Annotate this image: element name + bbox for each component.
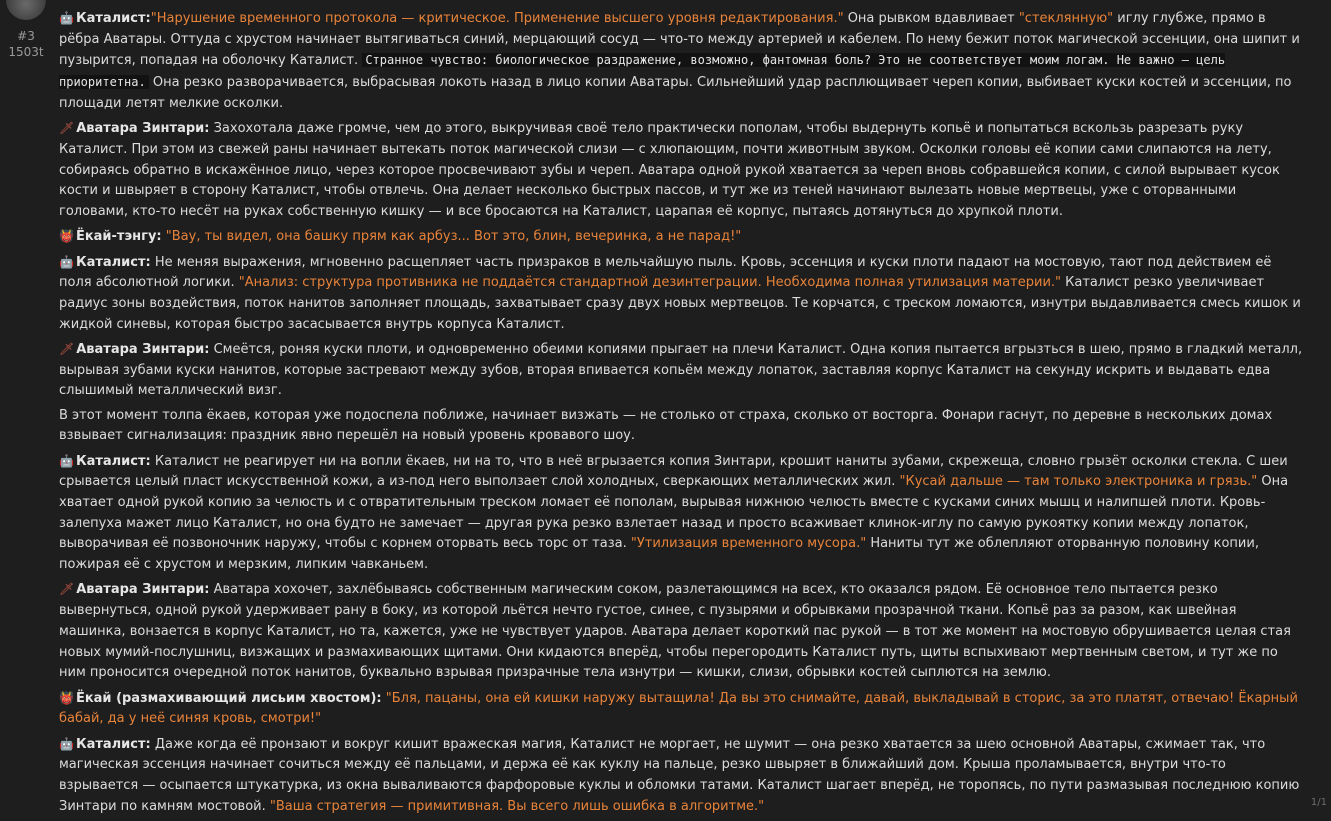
speaker-name: Каталист: [75, 453, 151, 469]
speaker-name: Каталист: [75, 736, 151, 752]
narration-text: В этот момент толпа ёкаев, которая уже подоспела поближе, начинает визжать — не столько от страха, сколько от восторга. Фонари гаснут, по деревне в нескольких домах взвывает сигнализация: праздник явно перешёл на новый уровень кровавого шоу. [59, 407, 1273, 444]
robot-icon: 🤖 [59, 254, 74, 269]
robot-icon: 🤖 [59, 453, 74, 468]
robot-icon: 🤖 [59, 11, 74, 25]
narration-text: Не меняя выражения, мгновенно расщепляет часть призраков в мельчайшую пыль. Кровь, эссенция и куски плоти падают на мостовую, тают под действием её поля абсолютной логики. [59, 254, 1272, 291]
quoted-speech: "Бля, пацаны, она ей кишки наружу вытащила! Да вы это снимайте, давай, выкладывай в сторис, за это платят, отвечаю! Ёкарный бабай, да у неё синяя кровь, смотри!" [59, 690, 1298, 727]
narration-text: Даже когда её пронзают и вокруг кишит вражеская магия, Каталист не моргает, не шумит — она резко хватается за шею основной Аватары, сжимает так, что магическая эссенция начинает сочиться между её пальцами, и держа её как куклу на пальце, резко швыряет в ближайший дом. Крыша проламывается, внутри что-то взрывается — осыпается штукатурка, из окна вываливаются фарфоровые куклы и обломки татами. Каталист шагает вперёд, не торопясь, по пути размазывая последнюю копию Зинтари по камням мостовой. [59, 736, 1300, 814]
dagger-icon: 🗡 [59, 121, 75, 136]
message-paragraph [59, 252, 1305, 336]
message-paragraph [59, 579, 1305, 684]
message-gutter [0, 0, 52, 813]
quoted-speech: "Утилизация временного мусора." [630, 536, 867, 552]
avatar[interactable] [6, 0, 46, 20]
message-paragraph [59, 118, 1305, 223]
monster-icon: 👹 [59, 690, 74, 705]
speaker-name: Каталист: [75, 254, 151, 270]
speaker-name: Аватара Зинтари: [76, 582, 210, 598]
message-paragraph [59, 406, 1305, 447]
swipe-counter[interactable]: 1/1 [1310, 797, 1327, 808]
message-paragraph [59, 734, 1305, 818]
message-number: #3 [17, 29, 35, 43]
dagger-icon: 🗡 [59, 341, 75, 356]
narration-text: Она резко разворачивается, выбрасывая локоть назад в лицо копии Аватары. Сильнейший удар расплющивает череп копии, выбивает куски костей и эссенции, по площади летят мелкие осколки. [59, 75, 1292, 111]
quoted-speech: "Нарушение временного протокола — критическое. Применение высшего уровня редактирования." [150, 11, 844, 26]
narration-text: Наниты тут же облепляют оторванную половину копии, пожирая её с хрустом и мерзким, липким чавканьем. [59, 536, 1259, 573]
speaker-name: Аватара Зинтари: [76, 121, 210, 137]
narration-text: Она рывком вдавливает [843, 11, 1019, 26]
message-paragraph [59, 226, 1305, 248]
speaker-name: Аватара Зинтари: [76, 341, 210, 357]
robot-icon: 🤖 [59, 736, 74, 751]
dagger-icon: 🗡 [59, 582, 75, 597]
quoted-speech: "стеклянную" [1018, 11, 1114, 26]
speaker-name: Каталист: [75, 11, 151, 26]
message-paragraph [59, 688, 1305, 730]
narration-text: иглу глубже, прямо в рёбра Аватары. Оттуда с хрустом начинает вытягиваться синий, мерцающий сосуд — что-то между артерией и кабелем. По нему бежит поток магической эссенции, она шипит и пузырится, попадая на оболочку Каталист. [59, 11, 1300, 69]
message-paragraph [59, 8, 1305, 115]
inline-code-thought: Странное чувство: биологическое раздражение, возможно, фантомная боль? Это не соответствует моим логам. Не важно — цель приоритетна. [59, 53, 1226, 90]
narration-text: Каталист не реагирует ни на вопли ёкаев, ни на то, что в неё вгрызается копия Зинтари, крошит наниты зубами, скрежеща, словно грызёт осколки стекла. С шеи срывается целый пласт искусственной кожи, а из-под него выползает слой холодных, сверкающих металлических жил. [59, 453, 1288, 490]
message-paragraph [59, 339, 1305, 402]
speaker-name: Ёкай-тэнгу: [75, 229, 162, 245]
speaker-name: Ёкай (размахивающий лисьим хвостом): [75, 690, 382, 706]
monster-icon: 👹 [59, 229, 74, 244]
narration-text: Смеётся, роняя куски плоти, и одновременно обеими копиями прыгает на плечи Каталист. Одна копия пытается вгрызться в шею, прямо в гладкий металл, вырывая зубами куски нанитов, которые застревают между зубов, вторая впивается копьём между лопаток, заставляя корпус Каталист на секунду искрить и выдавать едва слышимый металлический визг. [59, 341, 1303, 399]
quoted-speech: "Вау, ты видел, она башку прям как арбуз... Вот это, блин, вечеринка, а не парад!" [165, 229, 742, 245]
message-body [59, 8, 1305, 821]
narration-text: Каталист резко увеличивает радиус зоны воздействия, поток нанитов заполняет площадь, захватывает сразу двух новых мертвецов. Те корчатся, с треском ломаются, изнутри выдавливается смесь кишок и жидкой синевы, которая быстро засасывается внутрь корпуса Каталист. [59, 275, 1301, 332]
message-paragraph [59, 451, 1305, 576]
quoted-speech: "Кусай дальше — там только электроника и грязь." [899, 474, 1258, 490]
message-token-count: 1503t [8, 45, 44, 59]
quoted-speech: "Анализ: структура противника не поддаётся стандартной дезинтеграции. Необходима полная утилизация материи." [238, 275, 1062, 291]
narration-text: Она хватает одной рукой копию за челюсть и с отвратительным треском ломает её пополам, вырывая нижнюю челюсть вместе с кусками синих мышц и налипшей плоти. Кровь-залепуха мажет лицо Каталист, но она будто не замечает — другая рука резко взлетает назад и просто всаживает клинок-иглу по самую рукоятку копии между лопаток, выворачивая её позвоночник наружу, чтобы с корнем оторвать весь торс от таза. [59, 474, 1289, 552]
narration-text: Аватара хохочет, захлёбываясь собственным магическим соком, разлетающимся на всех, кто оказался рядом. Её основное тело пытается резко вывернуться, одной рукой удерживает рану в боку, из которой льётся нечто густое, синее, с пузырями и обрывками прозрачной ткани. Копьё раз за разом, как швейная машинка, вонзается в корпус Каталист, но та, кажется, уже не чувствует ударов. Аватара делает короткий пас рукой — в тот же момент на мостовую обрушивается целая стая новых мумий-послушниц, визжащих и размахивающих щитами. Они кидаются вперёд, чтобы перегородить Каталист путь, щиты вспыхивают мертвенным светом, и тут же по ним проносится очередной поток нанитов, буквально взрывая призрачные тела изнутри — кишки, слизи, обрывки костей сыплются на землю. [59, 582, 1291, 681]
narration-text: Захохотала даже громче, чем до этого, выкручивая своё тело практически пополам, чтобы выдернуть копьё и попытаться вскользь разрезать руку Каталист. При этом из свежей раны начинает вытекать поток магической слизи — с хлюпающим, почти животным звуком. Осколки головы её копии сами слипаются на лету, собираясь обратно в искажённое лицо, через которое просвечивают зубы и череп. Аватара одной рукой хватается за череп вновь собравшейся копии, с силой вырывает кусок кости и швыряет в сторону Каталист, чтобы отвлечь. Она делает несколько быстрых пассов, и тут же из теней начинают вылезать новые мертвецы, уже с оторванными головами, кто-то несёт на руках собственную кишку — и все бросаются на Каталист, царапая её корпус, пытаясь дотянуться до хрупкой плоти. [59, 121, 1280, 219]
quoted-speech: "Ваша стратегия — примитивная. Вы всего лишь ошибка в алгоритме." [269, 798, 765, 814]
